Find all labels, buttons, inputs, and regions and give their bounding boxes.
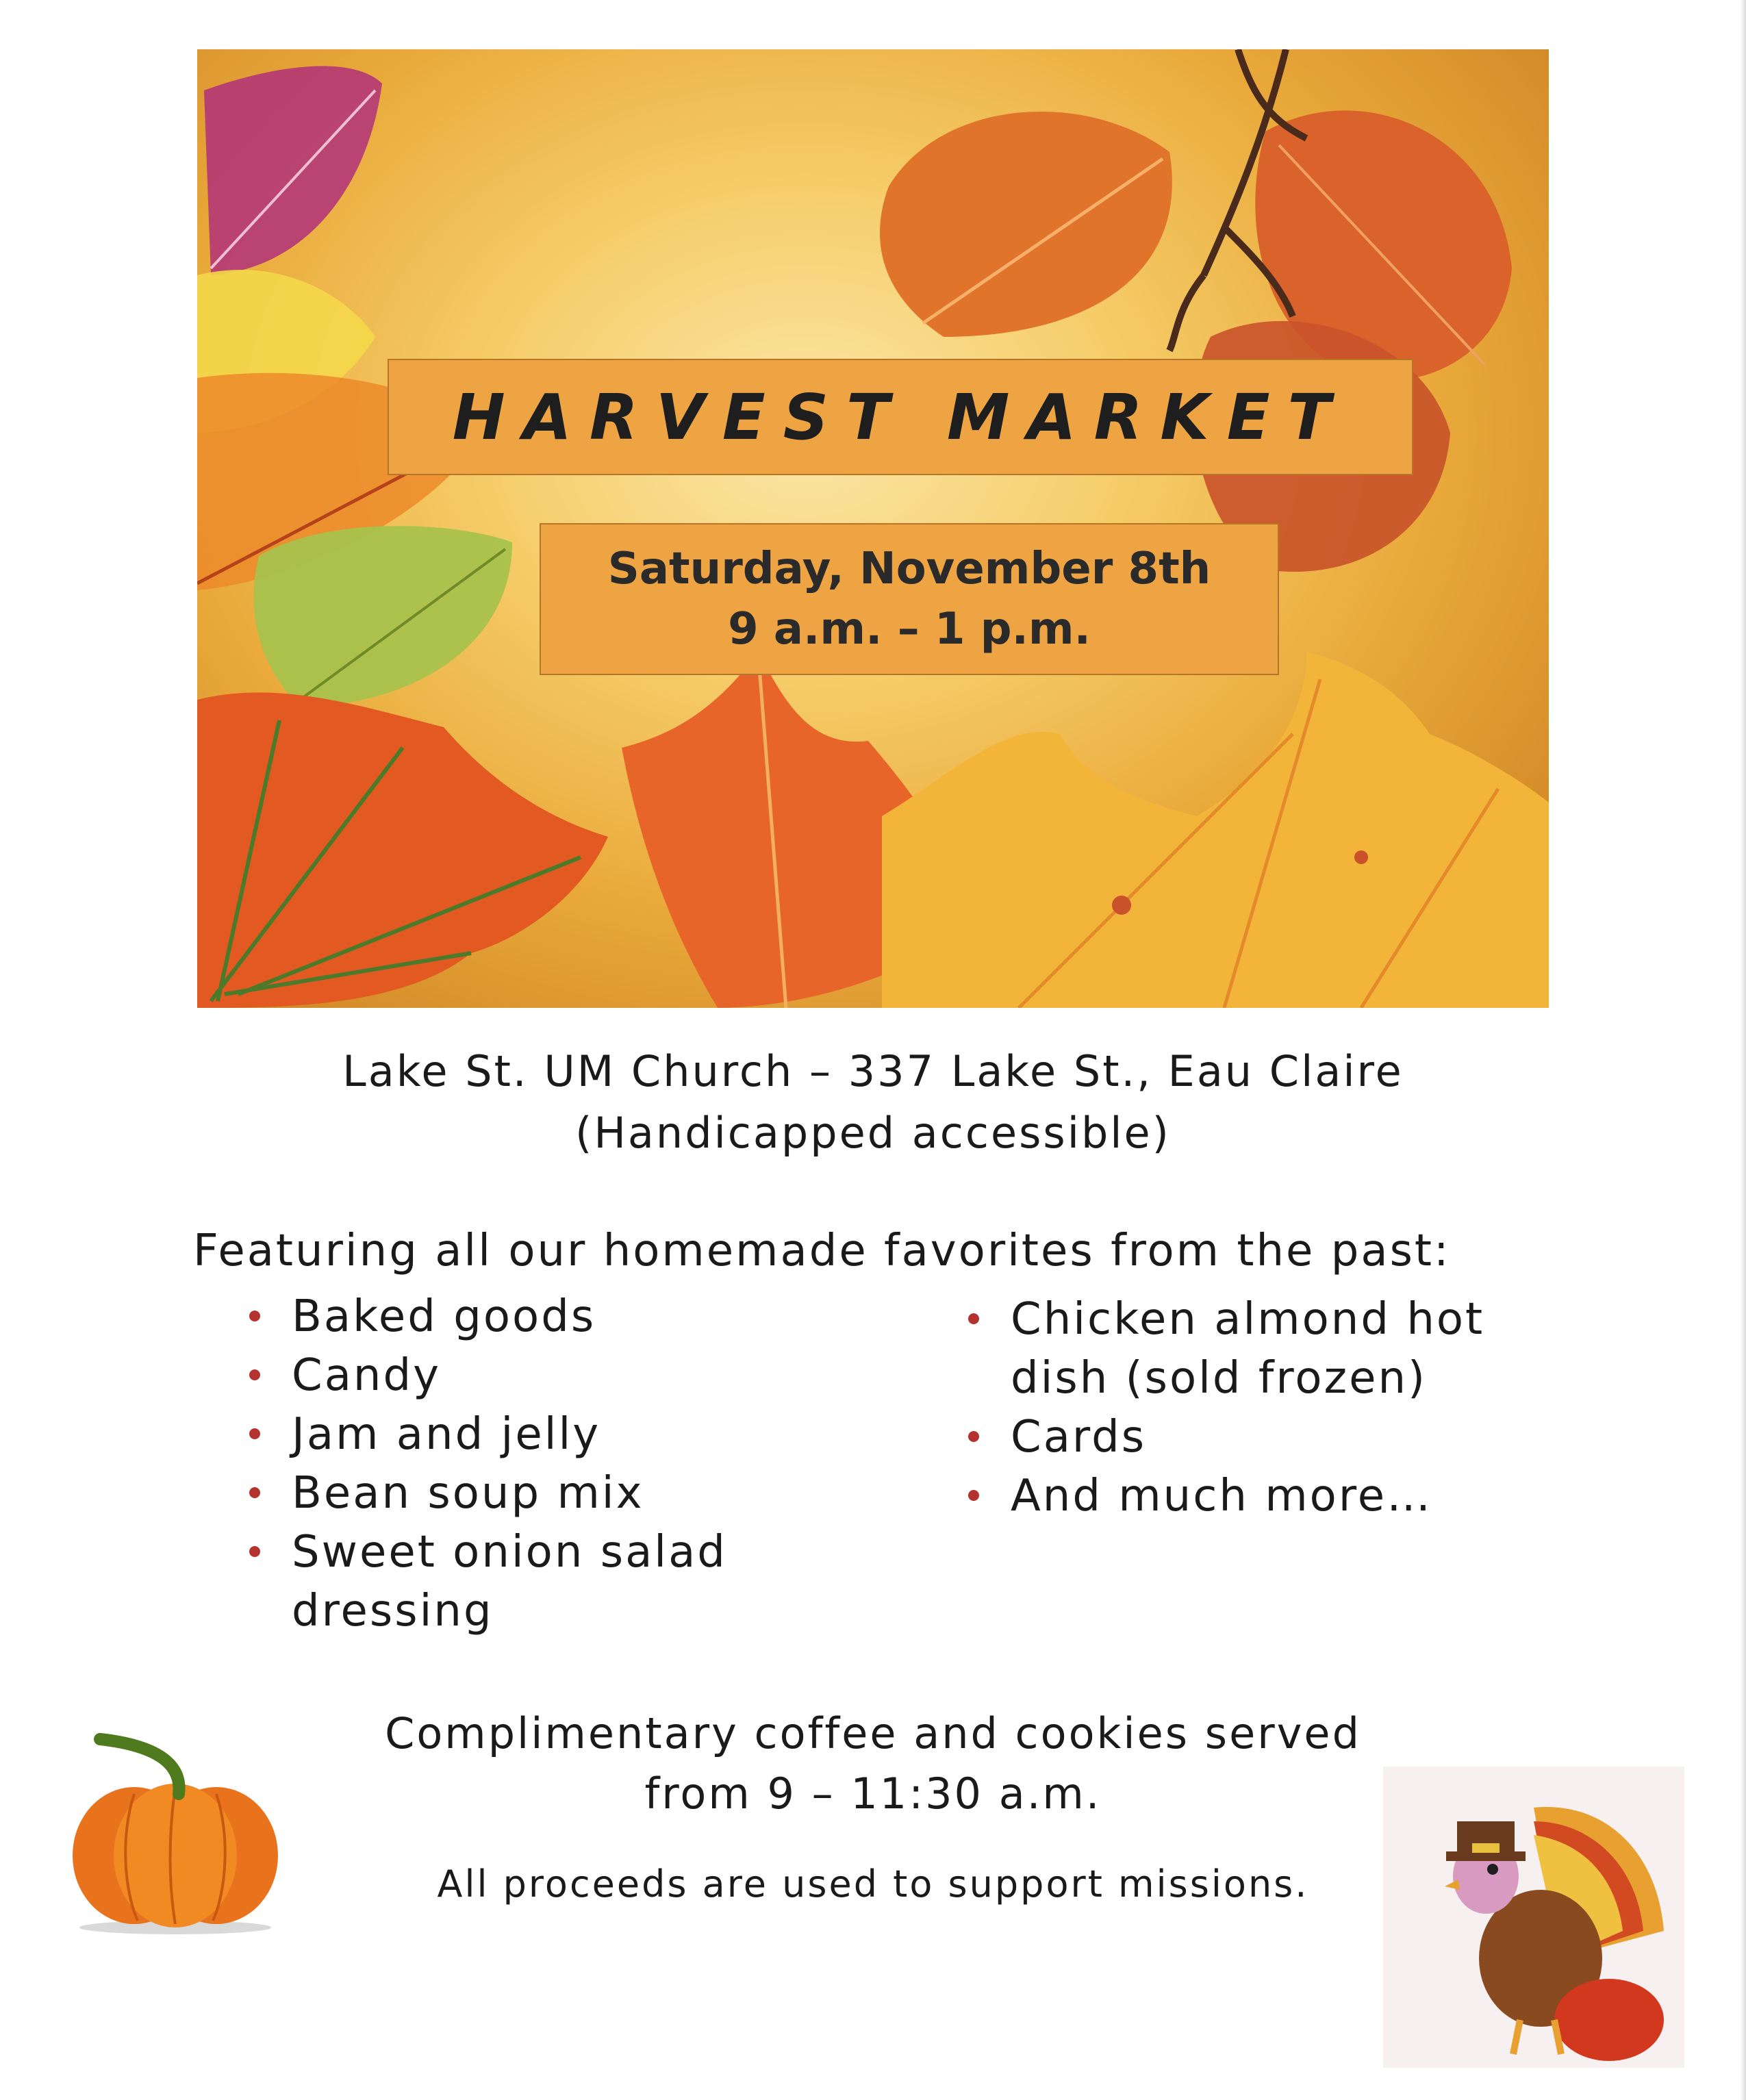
address-line: Lake St. UM Church – 337 Lake St., Eau Claire bbox=[342, 1046, 1404, 1096]
pumpkin-icon bbox=[59, 1732, 292, 1938]
date-box bbox=[540, 523, 1279, 675]
location-block bbox=[0, 1041, 1746, 1164]
refreshments-line-1: Complimentary coffee and cookies served bbox=[385, 1708, 1361, 1758]
list-item: Bean soup mix bbox=[242, 1464, 859, 1523]
list-item: Baked goods bbox=[242, 1287, 859, 1346]
accessibility-note: (Handicapped accessible) bbox=[575, 1108, 1171, 1158]
list-item: Candy bbox=[242, 1346, 859, 1405]
refreshments-line-2: from 9 – 11:30 a.m. bbox=[644, 1769, 1102, 1819]
list-item: Sweet onion salad dressing bbox=[242, 1523, 771, 1641]
list-item: Chicken almond hot dish (sold frozen) bbox=[961, 1290, 1545, 1408]
left-items-list bbox=[242, 1287, 859, 1641]
event-time: 9 a.m. – 1 p.m. bbox=[728, 604, 1091, 655]
autumn-leaves-banner bbox=[197, 49, 1549, 1008]
title-box bbox=[388, 359, 1413, 475]
event-title: HARVEST MARKET bbox=[452, 380, 1349, 454]
list-item: Jam and jelly bbox=[242, 1405, 859, 1464]
list-item: Cards bbox=[961, 1408, 1578, 1467]
featuring-intro: Featuring all our homemade favorites from the past: bbox=[193, 1226, 1451, 1276]
right-items-list bbox=[961, 1290, 1578, 1526]
proceeds-note: All proceeds are used to support missions. bbox=[437, 1862, 1309, 1906]
event-date: Saturday, November 8th bbox=[607, 544, 1211, 594]
list-item: And much more… bbox=[961, 1467, 1578, 1526]
turkey-icon bbox=[1383, 1767, 1684, 2068]
